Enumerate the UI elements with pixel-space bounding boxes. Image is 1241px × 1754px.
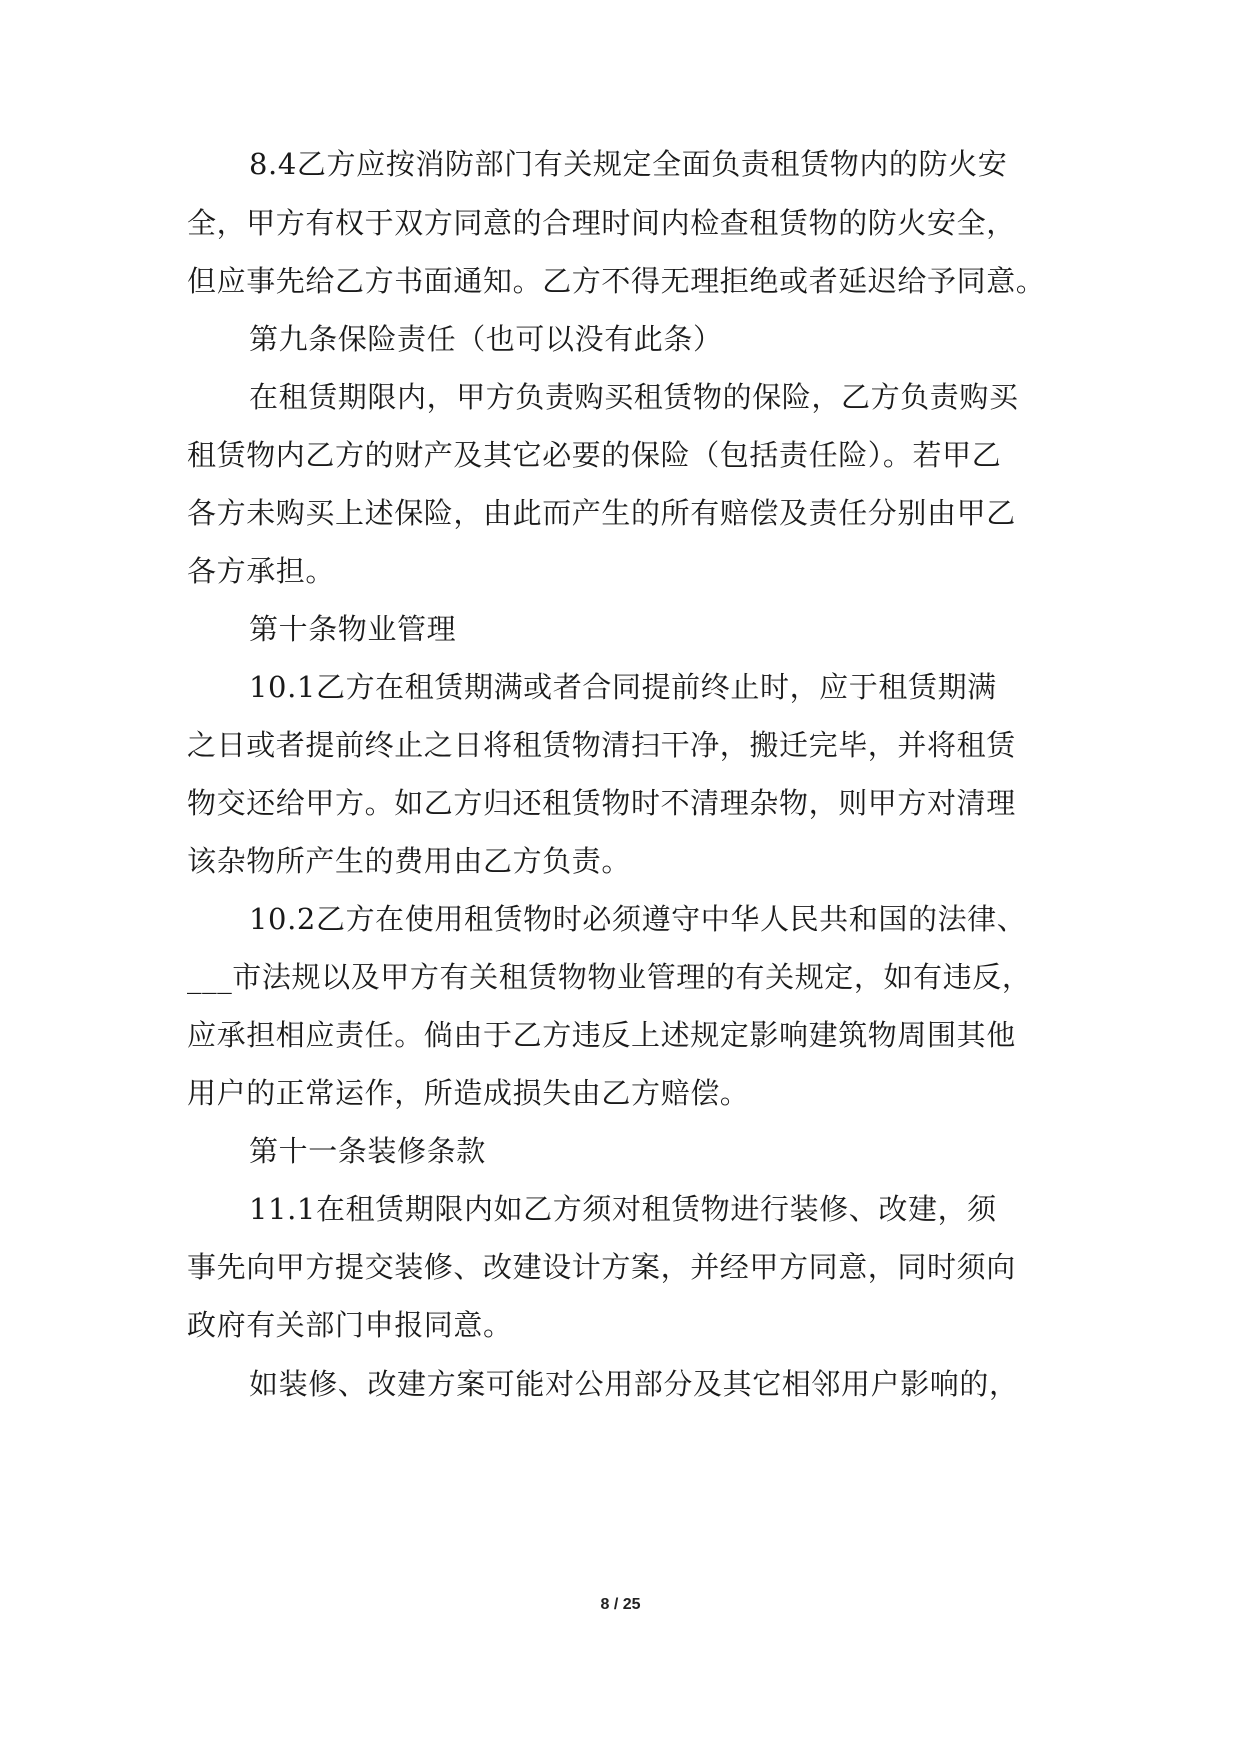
- paragraph-line: 8.4乙方应按消防部门有关规定全面负责租赁物内的防火安: [249, 147, 1008, 181]
- paragraph-line: 各方未购买上述保险，由此而产生的所有赔偿及责任分别由甲乙: [187, 496, 1016, 530]
- paragraph-line: 事先向甲方提交装修、改建设计方案，并经甲方同意，同时须向: [187, 1250, 1016, 1284]
- section-heading: 第九条保险责任（也可以没有此条）: [249, 322, 723, 356]
- paragraph-line: 在租赁期限内，甲方负责购买租赁物的保险，乙方负责购买: [249, 380, 1019, 414]
- paragraph-line: 10.2乙方在使用租赁物时必须遵守中华人民共和国的法律、: [249, 902, 1027, 936]
- page-number: 8 / 25: [600, 1596, 641, 1613]
- paragraph-line: 如装修、改建方案可能对公用部分及其它相邻用户影响的，: [249, 1367, 1019, 1401]
- section-heading: 第十条物业管理: [249, 612, 457, 646]
- paragraph-line: ___市法规以及甲方有关租赁物物业管理的有关规定，如有违反，: [187, 960, 1032, 994]
- paragraph-line: 全，甲方有权于双方同意的合理时间内检查租赁物的防火安全，: [187, 206, 1016, 240]
- paragraph-line: 租赁物内乙方的财产及其它必要的保险（包括责任险）。若甲乙: [187, 438, 1002, 472]
- paragraph-line: 11.1在租赁期限内如乙方须对租赁物进行装修、改建，须: [249, 1192, 997, 1226]
- paragraph-line: 政府有关部门申报同意。: [187, 1308, 513, 1342]
- section-heading: 第十一条装修条款: [249, 1134, 486, 1168]
- paragraph-line: 之日或者提前终止之日将租赁物清扫干净，搬迁完毕，并将租赁: [187, 728, 1016, 762]
- paragraph-line: 用户的正常运作，所造成损失由乙方赔偿。: [187, 1076, 750, 1110]
- paragraph-line: 但应事先给乙方书面通知。乙方不得无理拒绝或者延迟给予同意。: [187, 264, 1046, 298]
- paragraph-line: 该杂物所产生的费用由乙方负责。: [187, 844, 632, 878]
- paragraph-line: 10.1乙方在租赁期满或者合同提前终止时，应于租赁期满: [249, 670, 997, 704]
- paragraph-line: 物交还给甲方。如乙方归还租赁物时不清理杂物，则甲方对清理: [187, 786, 1016, 820]
- paragraph-line: 各方承担。: [187, 554, 336, 588]
- paragraph-line: 应承担相应责任。倘由于乙方违反上述规定影响建筑物周围其他: [187, 1018, 1016, 1052]
